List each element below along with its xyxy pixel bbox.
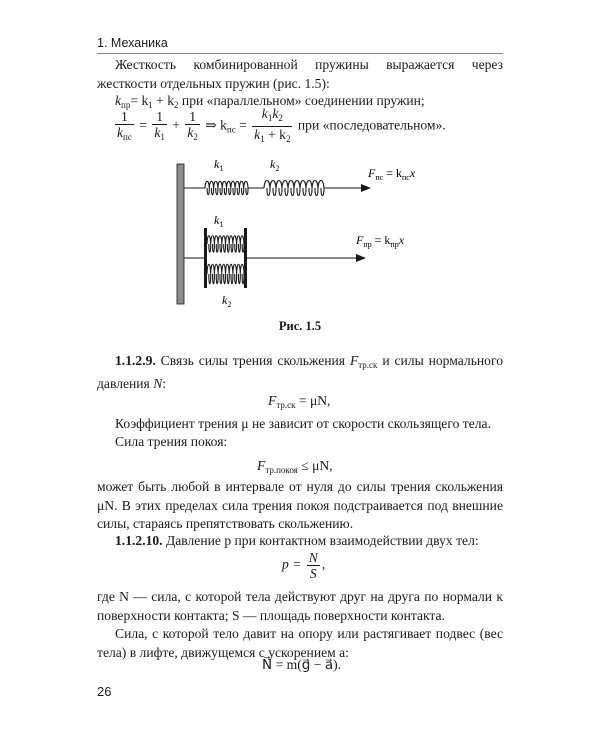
page-number: 26 [97,684,112,699]
pressure-p2: Сила, с которой тело давит на опору или растягивает подвес (вес тела) в лифте, движущемся с ускорением a: [97,626,503,660]
spring-k2-bottom [207,264,244,284]
wall [177,164,184,304]
friction-p1: Коэффициент трения μ не зависит от скорости скользящего тела. [115,416,491,431]
friction-heading: 1.1.2.9. Связь силы трения скольжения $F_{тр.ск}$ и силы нормального давления N: [97,353,504,391]
weight-eq: N⃗ = m(g⃗ − a⃗). [262,657,342,672]
friction-eq1: $F_{тр.ск} = \mu N$, [268,393,331,410]
friction-p2: Сила трения покоя: [115,434,228,449]
pressure-heading: 1.1.2.10. Давление p при контактном взаимодействии двух тел: [115,533,479,548]
parallel-formula: $k_{пр}= k_1 + k_2$ при «параллельном» соединении пружин; [115,93,425,110]
series-formula: $\frac{1}{k_{пс}}$ = $\frac{1}{k_1}$ + $\frac{1}{k_2}$ ⇒ $k_{пс}$ = $\frac{k_1k_2}{k_1 + k_2}$ при «последовательном». [117,106,446,144]
spring-k1-bottom [207,236,244,253]
label-force-top: $F_{пс} = k_{пс}x$ [368,166,416,182]
spring-plate-right [244,228,247,288]
spring-k2-top [264,181,324,196]
friction-eq2: $F_{тр.покоя} \le \mu N$, [257,458,333,475]
springs-figure [170,150,440,310]
figure-caption: Рис. 1.5 [278,319,322,333]
label-k2-bottom: $k_2$ [222,293,232,309]
running-header: 1. Механика [97,36,503,54]
springs-intro: Жесткость комбинированной пружины выражается через жесткости отдельных пружин (рис. 1.5): [97,57,503,91]
pressure-eq: p = $\frac{N}{S}$ , [282,550,326,581]
label-force-bottom: $F_{пр} = k_{пр}x$ [356,233,405,249]
spring-k1-top [205,181,248,195]
friction-p3: может быть любой в интервале от нуля до силы трения скольжения μN. В этих пределах сила трения покоя подстраивается под внешние силы, стараясь препятствовать скольжению. [97,479,503,531]
label-k2-top: $k_2$ [270,157,280,173]
label-k1-bottom: $k_1$ [214,213,224,229]
pressure-p1: где N — сила, с которой тела действуют друг на друга по нормали к поверхности контакта; S — площадь поверхности контакта. [97,589,503,623]
spring-plate-left [204,228,207,288]
label-k1-top: $k_1$ [214,157,224,173]
